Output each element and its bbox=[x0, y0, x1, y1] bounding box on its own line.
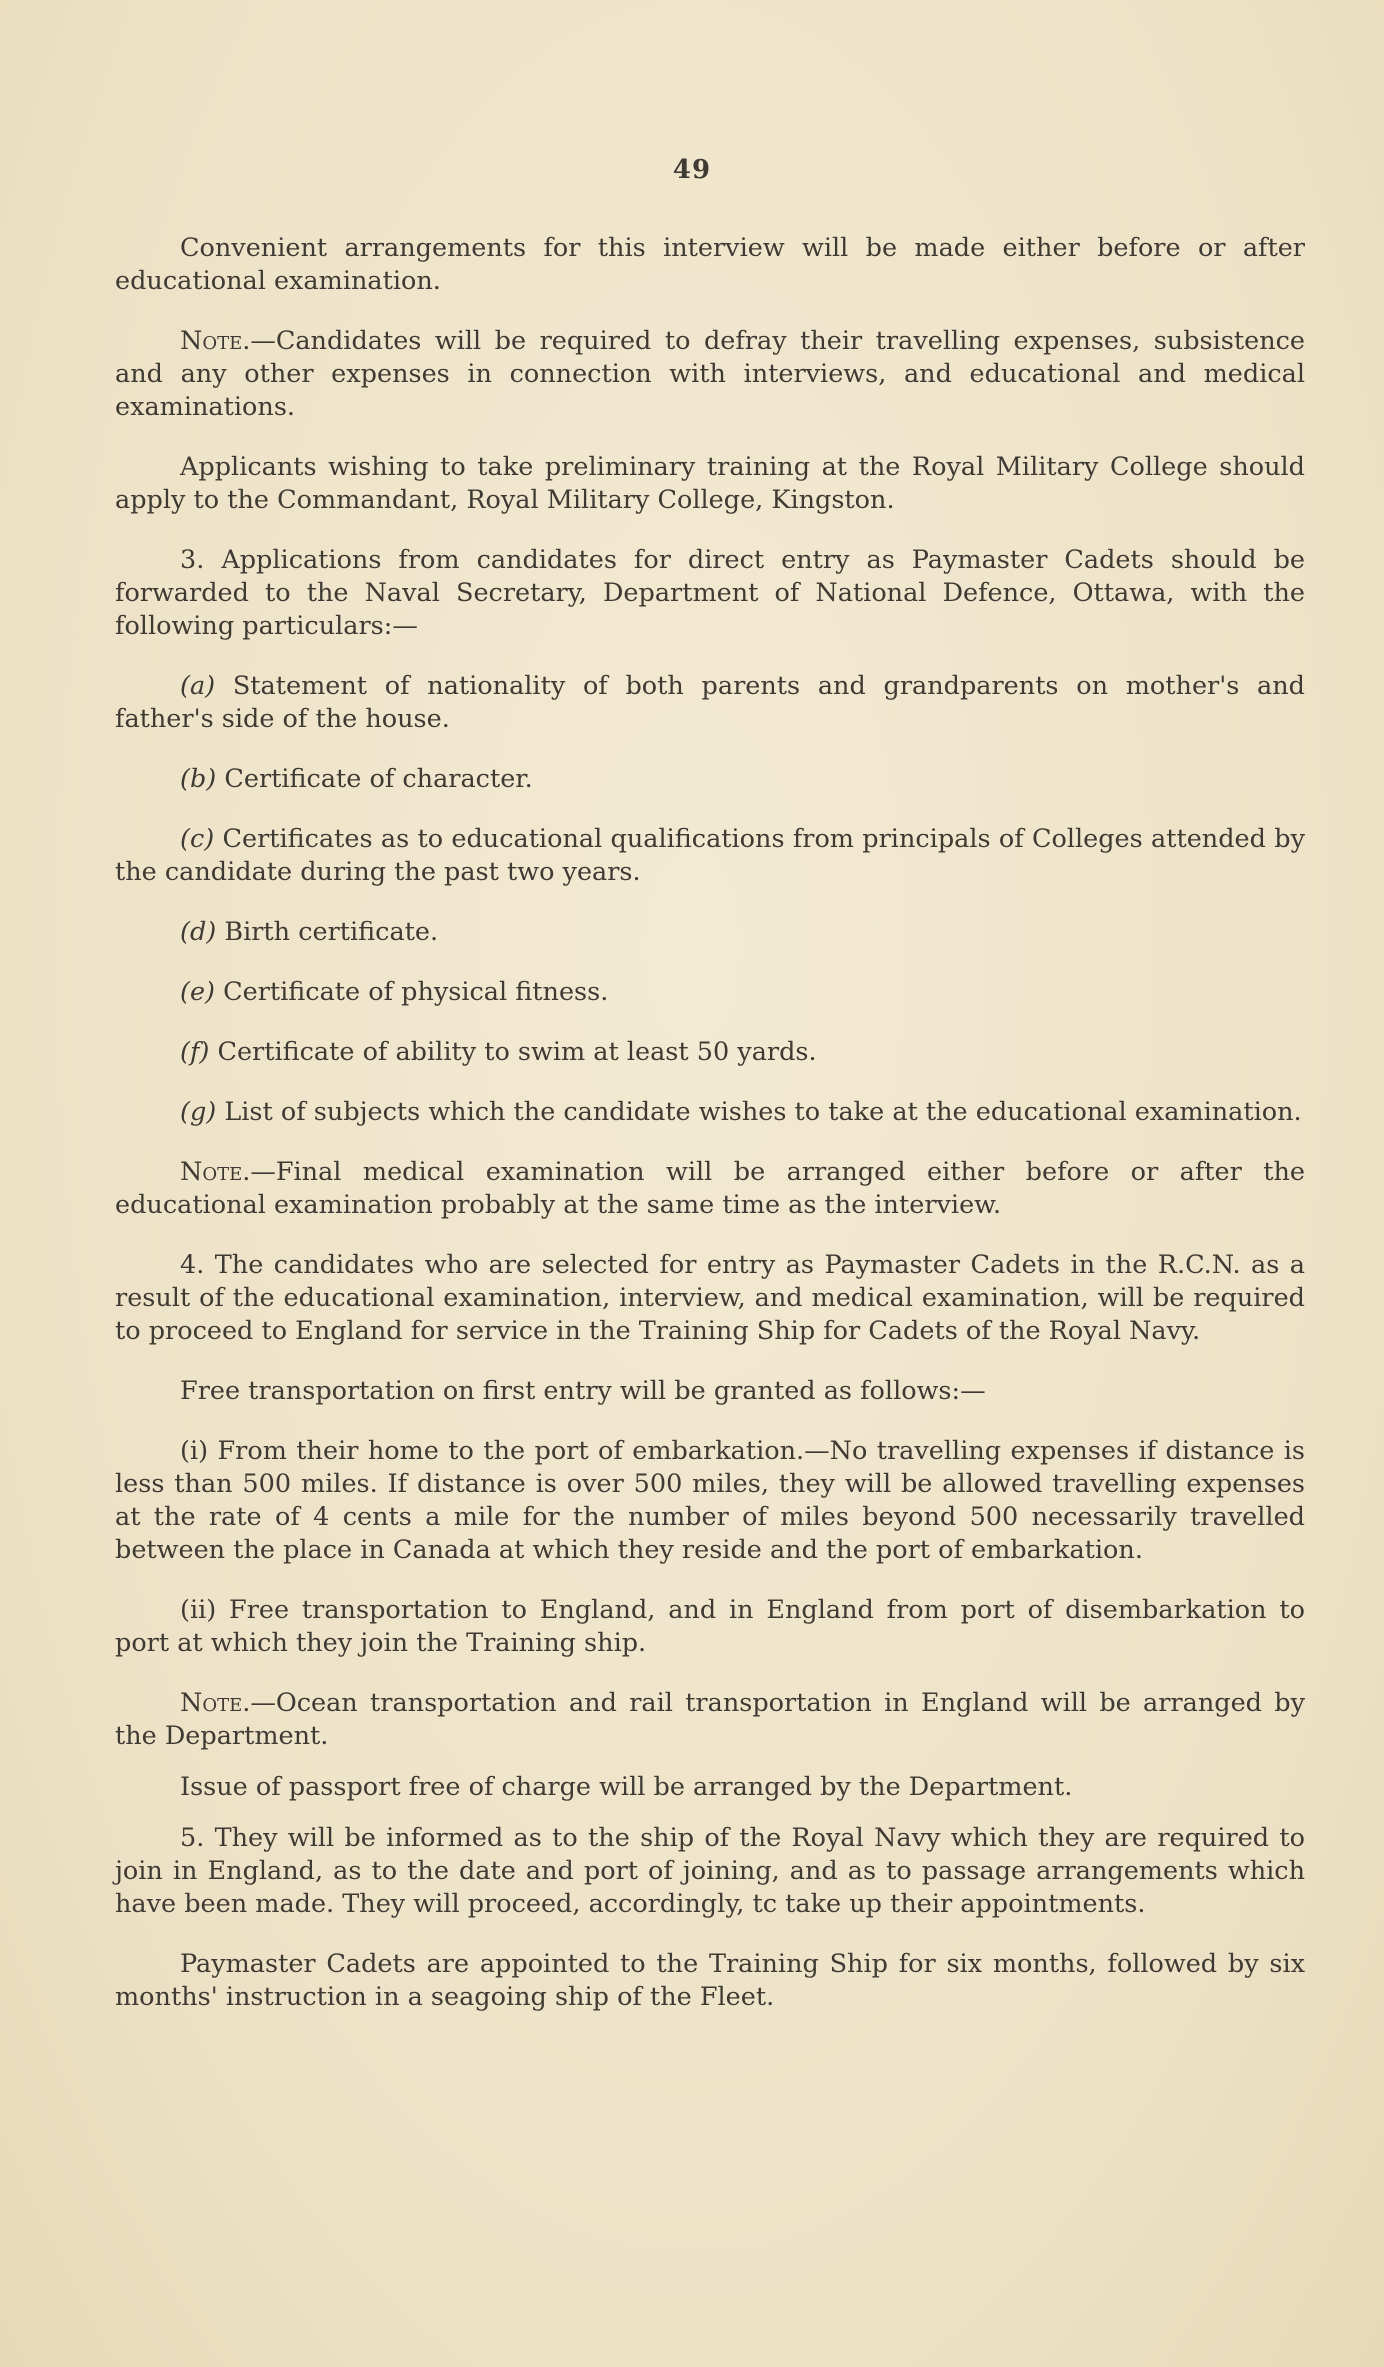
paragraph bbox=[115, 1375, 1305, 1408]
note-paragraph bbox=[115, 1687, 1305, 1753]
note-label: Note. bbox=[180, 1157, 251, 1187]
list-item bbox=[115, 1036, 1305, 1069]
paragraph bbox=[115, 1435, 1305, 1567]
paragraph bbox=[115, 1249, 1305, 1348]
paragraph-text: 4. The candidates who are selected for entry as Paymaster Cadets in the R.C.N. as a result of the educational examination, interview, and medical examination, will be required to proceed to England for service in the Training Ship for Cadets of the Royal Navy. bbox=[115, 1250, 1305, 1346]
paragraph bbox=[115, 544, 1305, 643]
paragraph bbox=[115, 1594, 1305, 1660]
paragraph-text: 3. Applications from candidates for direct entry as Paymaster Cadets should be forwarded to the Naval Secretary, Department of National Defence, Ottawa, with the following particulars:— bbox=[115, 545, 1305, 641]
paragraph-text: Statement of nationality of both parents and grandparents on mother's and father's side of the house. bbox=[115, 671, 1305, 734]
list-item bbox=[115, 823, 1305, 889]
paragraph-text: —Ocean transportation and rail transportation in England will be arranged by the Department. bbox=[115, 1688, 1305, 1751]
list-marker: (g) bbox=[180, 1097, 217, 1127]
paragraph-text: Issue of passport free of charge will be arranged by the Department. bbox=[180, 1772, 1073, 1802]
note-label: Note. bbox=[180, 1688, 251, 1718]
paragraph-text: Certificate of character. bbox=[216, 764, 533, 794]
paragraph-text: Paymaster Cadets are appointed to the Training Ship for six months, followed by six months' instruction in a seagoing ship of the Fleet. bbox=[115, 1949, 1305, 2012]
paragraph-text: Certificate of physical fitness. bbox=[215, 977, 609, 1007]
list-item bbox=[115, 670, 1305, 736]
list-marker: (a) bbox=[180, 671, 216, 701]
page-number: 49 bbox=[672, 155, 712, 185]
paragraph-text: Free transportation on first entry will be granted as follows:— bbox=[180, 1376, 986, 1406]
paragraph-text: Certificates as to educational qualifications from principals of Colleges attended by the candidate during the past two years. bbox=[115, 824, 1305, 887]
paragraph-text: (ii) Free transportation to England, and in England from port of disembarkation to port at which they join the Training ship. bbox=[115, 1595, 1305, 1658]
list-marker: (d) bbox=[180, 917, 217, 947]
paragraph bbox=[115, 451, 1305, 517]
paragraph bbox=[115, 232, 1305, 298]
list-marker: (c) bbox=[180, 824, 215, 854]
paragraph-text: List of subjects which the candidate wishes to take at the educational examination. bbox=[216, 1097, 1302, 1127]
list-item bbox=[115, 976, 1305, 1009]
note-paragraph bbox=[115, 325, 1305, 424]
list-item bbox=[115, 763, 1305, 796]
paragraph-text: —Final medical examination will be arranged either before or after the educational examination probably at the same time as the interview. bbox=[115, 1157, 1305, 1220]
list-marker: (b) bbox=[180, 764, 217, 794]
paragraph-text: 5. They will be informed as to the ship of the Royal Navy which they are required to join in England, as to the date and port of joining, and as to passage arrangements which have been made. They will proceed, accordingly, tc take up their appointments. bbox=[115, 1823, 1305, 1919]
paragraph bbox=[115, 1771, 1305, 1804]
list-item bbox=[115, 916, 1305, 949]
paragraph bbox=[115, 1948, 1305, 2014]
document-body bbox=[115, 232, 1305, 2041]
note-paragraph bbox=[115, 1156, 1305, 1222]
paragraph-text: Certificate of ability to swim at least 50 yards. bbox=[209, 1037, 817, 1067]
paragraph-text: (i) From their home to the port of embarkation.—No travelling expenses if distance is less than 500 miles. If distance is over 500 miles, they will be allowed travelling expenses at the rate of 4 cents a mile for the number of miles beyond 500 necessarily travelled between the place in Canada at which they reside and the port of embarkation. bbox=[115, 1436, 1305, 1565]
list-item bbox=[115, 1096, 1305, 1129]
paragraph bbox=[115, 1822, 1305, 1921]
paragraph-text: —Candidates will be required to defray their travelling expenses, subsistence and any other expenses in connection with interviews, and educational and medical examinations. bbox=[115, 326, 1305, 422]
note-label: Note. bbox=[180, 326, 251, 356]
paragraph-text: Convenient arrangements for this interview will be made either before or after educational examination. bbox=[115, 233, 1305, 296]
paragraph-text: Birth certificate. bbox=[216, 917, 439, 947]
list-marker: (e) bbox=[180, 977, 215, 1007]
paragraph-text: Applicants wishing to take preliminary training at the Royal Military College should apply to the Commandant, Royal Military College, Kingston. bbox=[115, 452, 1305, 515]
list-marker: (f) bbox=[180, 1037, 210, 1067]
